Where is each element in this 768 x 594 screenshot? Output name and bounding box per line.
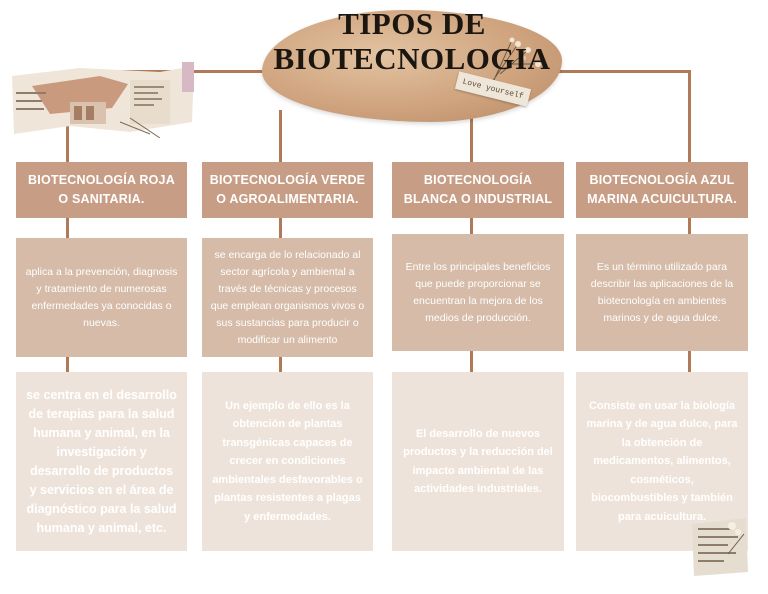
connector-col-2-top (279, 110, 282, 162)
header-biotecnologia-roja: BIOTECNOLOGÍA ROJA O SANITARIA. (16, 162, 187, 218)
description-biotecnologia-roja: aplica a la prevención, diagnosis y tratamiento de numerosas enfermedades ya conocidas o nuevas. (16, 238, 187, 357)
detail-biotecnologia-verde: Un ejemplo de ello es la obtención de plantas transgénicas capaces de crecer en condiciones ambientales desfavorables o plantas resistentes a plagas y enfermedades. (202, 372, 373, 551)
header-biotecnologia-verde: BIOTECNOLOGÍA VERDE O AGROALIMENTARIA. (202, 162, 373, 218)
connector-col-4-top (688, 70, 691, 162)
description-biotecnologia-blanca: Entre los principales beneficios que puede proporcionar se encuentran la mejora de los medios de producción. (392, 234, 564, 351)
description-biotecnologia-verde: se encarga de lo relacionado al sector agrícola y ambiental a través de técnicas y procesos que emplean organismos vivos o sus sustancias para producir o modificar un alimento (202, 238, 373, 357)
connector-col-3-low (470, 351, 473, 372)
connector-col-4-low (688, 351, 691, 372)
detail-biotecnologia-azul: Consiste en usar la biología marina y de agua dulce, para la obtención de medicamentos, alimentos, cosméticos, biocombustibles y también para acuicultura. (576, 372, 748, 551)
connector-col-4-mid (688, 218, 691, 234)
newspaper-collage-image (10, 62, 196, 138)
detail-biotecnologia-roja: se centra en el desarrollo de terapias para la salud humana y animal, en la investigación y desarrollo de productos y servicios en el área de diagnóstico para la salud humana y animal, etc. (16, 372, 187, 551)
title-line-2: BIOTECNOLOGIA (273, 41, 551, 76)
detail-biotecnologia-blanca: El desarrollo de nuevos productos y la reducción del impacto ambiental de las actividades industriales. (392, 372, 564, 551)
connector-col-1-mid (66, 218, 69, 238)
connector-col-2-low (279, 357, 282, 372)
title-line-1: TIPOS DE (338, 6, 486, 41)
header-biotecnologia-azul: BIOTECNOLOGÍA AZUL MARINA ACUICULTURA. (576, 162, 748, 218)
newspaper-collage-small-image (688, 514, 750, 578)
love-yourself-tag: Love yourself (455, 71, 531, 106)
connector-col-2-mid (279, 218, 282, 238)
connector-col-1-low (66, 357, 69, 372)
connector-col-3-mid (470, 218, 473, 234)
header-biotecnologia-blanca: BIOTECNOLOGÍA BLANCA O INDUSTRIAL (392, 162, 564, 218)
description-biotecnologia-azul: Es un término utilizado para describir las aplicaciones de la biotecnología en ambientes marinos y de agua dulce. (576, 234, 748, 351)
page-title (262, 6, 562, 76)
